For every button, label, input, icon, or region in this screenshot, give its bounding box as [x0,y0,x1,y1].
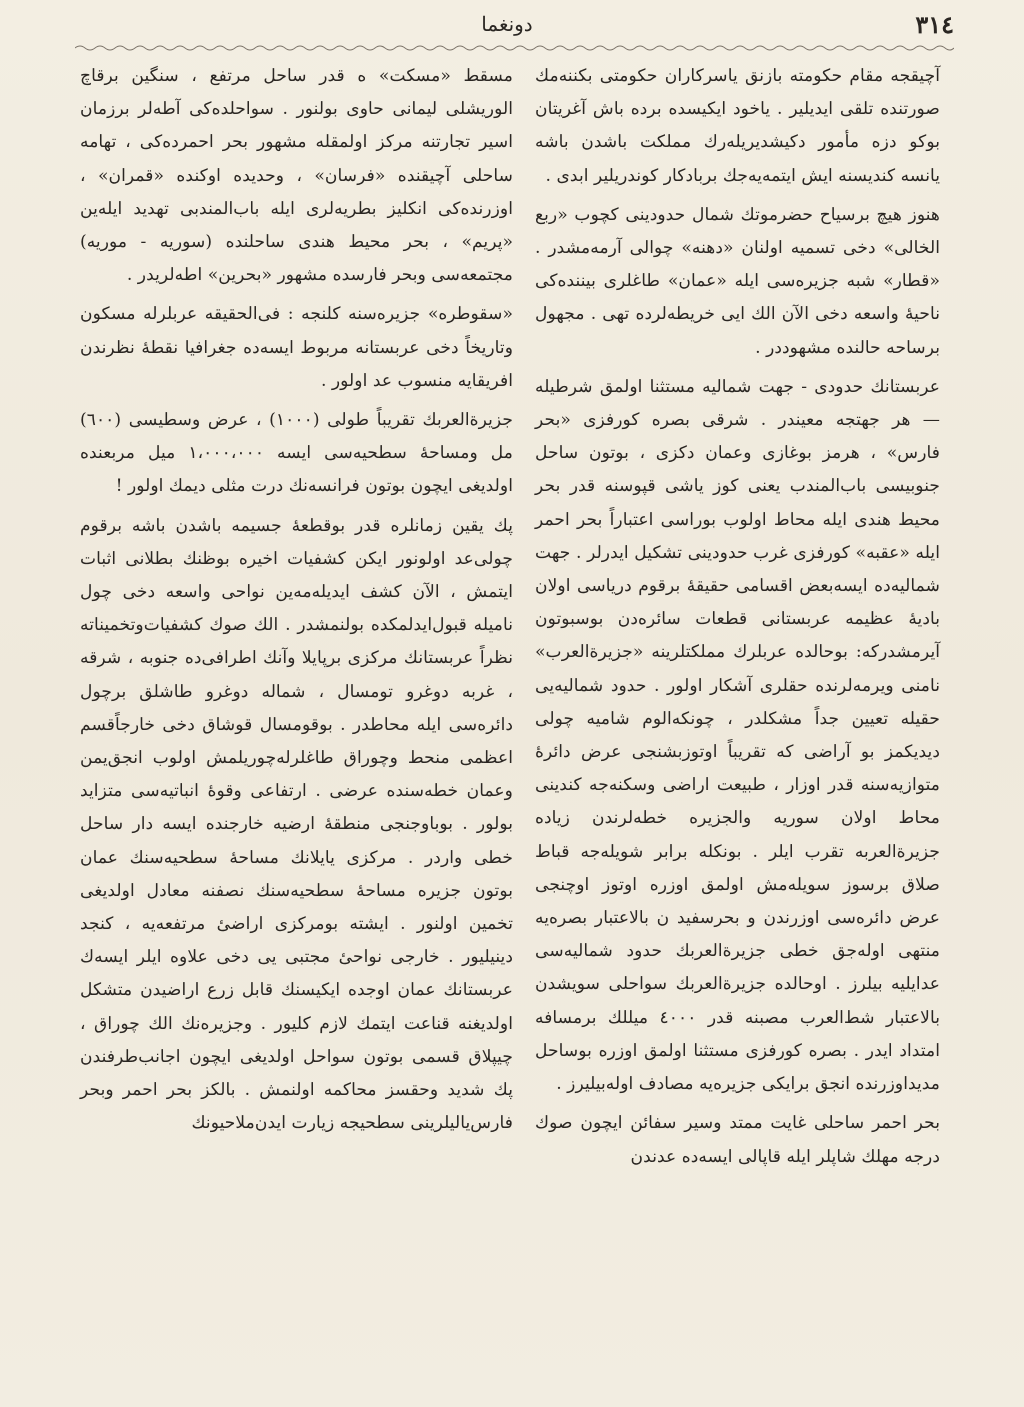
column-gutter [522,62,523,1387]
page-number: ٣١٤ [915,10,954,39]
paragraph: مسقط «مسكت» ه قدر ساحل مرتفع ، سنگین برقاچ الوریشلی لیمانی حاوی بولنور . سواحلده‌کی آطه‌لر برزمان اسیر تجارتنه مرکز اولمقله مشهور بحر احمرده‌کی ، تهامه ساحلی آچیقنده «فرسان» ، وحدیده اوکنده «قمران» ، اوزرنده‌کی انکلیز بطریه‌لری ایله باب‌المندبی تهدید ایله‌ین «پریم» ، بحر محیط هندی ساحلنده (سوریه - موریه) مجتمعه‌سی وبحر فارسده مشهور «بحرین» اطه‌لریدر . [80,66,513,286]
running-title: دونغما [481,12,533,36]
paragraph: هنوز هیچ برسیاح حضرموتك شمال حدودینی کچوب «ربع الخالی» دخی تسمیه اولنان «دهنه» چوالی آرمه‌مشدر . «قطار» شبه جزیره‌سی ایله «عمان» طاغلری بیننده‌کی ناحیهٔ واسعه دخی الآن الك ایی خریطه‌لرده تهی . مجهول برساحه حالنده مشهوددر . [535,204,940,358]
column-left [80,60,513,1147]
paragraph: جزیرة‌العربك تقریباً طولی (١٠٠٠) ، عرض وسطیسی (٦٠٠) مل ومساحهٔ سطحیه‌سی ایسه ١،٠٠٠،٠٠٠ میل مربعنده اولدیغی ایچون بوتون فرانسه‌نك درت مثلی دیمك اولور ! [80,410,513,497]
page-header [60,10,954,40]
paragraph: پك یقین زمانلره قدر بوقطعهٔ جسیمه باشدن باشه برقوم چولی‌عد اولونور ایکن کشفیات اخیره بوظنك بطلانی اثبات ایتمش ، الآن کشف ایدیله‌مه‌ین نواحی واسعه دخی چول نامیله قبول‌ایدلمکده بولنمشدر . الك صوك کشفیات‌وتخمیناته نظراً عربستانك مرکزی برپایلا وآنك اطرافی‌ده جنوبه ، شرقه ، غربه دوغرو تومسال ، شماله دوغرو طاشلق برچول دائره‌سی ایله محاطدر . بوقومسال قوشاق دخی خارجاً‌قسم اعظمی منحط وچوراق طاغلرله‌چوریلمش اولوب انجق‌یمن وعمان خطه‌سنده عرضی . ارتفاعی وقوهٔ انباتیه‌سی متزاید بولور . بوباوجنجی منطقهٔ ارضیه خارجنده ایسه دار ساحل خطی واردر . مرکزی یایلانك مساحهٔ سطحیه‌سنك عمان بوتون جزیره مساحهٔ سطحیه‌سنك نصفنه معادل اولدیغی تخمین اولنور . ایشته بومرکزی اراضیٔ مرتفعه‌یه ، کنجد دینیلیور . خارجی نواحیٔ مجتبی یی دخی علاوه ایلر ایسه‌ك عربستانك عمان اوجده ایکیسنك قابل زرع اراضیدن متشکل اولدیغنه قناعت ایتمك لازم کلیور . وجزیره‌نك الك چوراق ، چیپلاق قسمی بوتون سواحل اولدیغی ایچون اجانب‌طرفندن پك شدید وحقسز محاکمه اولنمش . بالکز بحر احمر وبحر فارس‌یالیلرینی سطحیجه زیارت ایدن‌ملاحیونك [80,515,513,1134]
paragraph: عربستانك حدودی - جهت شمالیه مستثنا اولمق شرطیله — هر جهتجه معیندر . شرقی بصره کورفزی «بحر فارس» ، هرمز بوغازی وعمان دکزی ، بوتون ساحل جنوبیسی باب‌المندب یعنی کوز یاشی قپوسنه قدر بحر محیط هندی ایله محاط اولوب بوراسی اعتباراً بحر احمر ایله «عقبه» کورفزی غرب حدودینی تشکیل ایدرلر . جهت شمالیه‌ده ایسه‌بعض اقسامی حقیقهٔ برقوم دریاسی اولان بادیهٔ عظیمه عربستانی قطعات سائره‌دن بوسبوتون آیرمشدرکه: بوحالده عربلرك مملکتلرینه «جزیرة‌العرب» نامنی ویرمه‌لرنده حقلری آشکار اولور . حدود شمالیه‌یی حقیله تعیین جداً مشکلدر ، چونکه‌الوم شامیه چولی دیدیکمز بو آراضی که تقریباً اوتوزبشنجی عرض دائرهٔ متوازیه‌سنه قدر اوزار ، طبیعت اراضی وسکنه‌جه کندینی محاط اولان سوریه والجزیره خطه‌لرندن زیاده جزیرة‌العربه تقرب ایلر . بونکله برابر شویله‌جه قباط صلاق برسوز سویله‌مش اولمق اوزره اوتوز اوچنجی عرض دائره‌سی اوزرندن و بحرسفید ن بالاعتبار بصره‌یه منتهی اوله‌جق خطی جزیرة‌العربك حدود شمالیه‌سی عدایلیه بیلرز . اوحالده جزیرة‌العربك سواحلی سویشدن بالاعتبار شط‌العرب مصبنه قدر ٤٠٠٠ میللك برمسافه امتداد ایدر . بصره کورفزی مستثنا اولمق اوزره بوساحل مدیداوزرنده انجق برایکی جزیره‌یه مصادف اوله‌بیلیرز . [535,376,940,1095]
paragraph: «سقوطره» جزیره‌سنه کلنجه : فی‌الحقیقه عربلرله مسکون وتاریخاً دخی عربستانه مربوط ایسه‌ده جغرافیا نقطهٔ نظرندن افریقایه منسوب عد اولور . [80,304,513,391]
paragraph: آچیقجه مقام حکومته بازنق یاسرکاران حکومتی بکننه‌مك صورتنده تلقی ایدیلیر . یاخود ایکیسده برده باش آغریتان بوکو دزه مأمور دکیشدیریله‌رك مملکت باشدن باشه یانسه کندیسنه ایش ایتمه‌یه‌جك بربادکار کوندریلیر ابدی . [535,66,940,186]
column-right [535,60,940,1180]
paragraph: بحر احمر ساحلی غایت ممتد وسیر سفائن ایچون صوك درجه مهلك شاپلر ایله قاپالی ایسه‌ده عدندن [535,1113,940,1167]
header-rule [75,44,954,52]
